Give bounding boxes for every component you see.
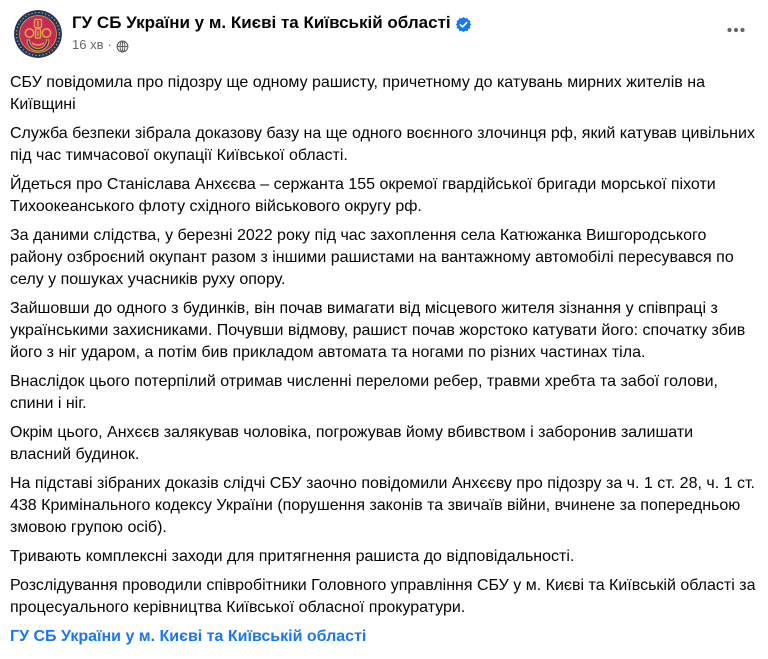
- header-meta: [72, 10, 720, 53]
- post-paragraph: За даними слідства, у березні 2022 року під час захоплення села Катюжанка Вишгородського району озброєний окупант разом з іншими рашистами на вантажному автомобілі пересувався по селу у пошуках учасників руху опору.: [10, 227, 734, 288]
- post-paragraph: Внаслідок цього потерпілий отримав численні переломи ребер, травми хребта та забої голови, спини і ніг.: [10, 373, 718, 412]
- more-options-button[interactable]: [720, 14, 752, 46]
- post-paragraph: На підставі зібраних доказів слідчі СБУ заочно повідомили Анхєєву про підозру за ч. 1 ст. 28, ч. 1 ст. 438 Кримінального кодексу України (порушення законів та звичаїв війни, вчинене за попередньою змовою групою осіб).: [10, 475, 755, 536]
- post-paragraphs: [10, 72, 758, 619]
- post-header: [0, 0, 768, 58]
- post-paragraph: Служба безпеки зібрала доказову базу на ще одного воєнного злочинця рф, який катував цивільних під час тимчасової окупації Київської області.: [10, 125, 755, 164]
- page-name-link[interactable]: ГУ СБ України у м. Києві та Київській області: [72, 13, 451, 32]
- post-body: [0, 58, 768, 648]
- post-paragraph: Окрім цього, Анхєєв залякував чоловіка, погрожував йому вбивством і заборонив залишати власний будинок.: [10, 424, 694, 463]
- ellipsis-menu-icon: [726, 20, 746, 40]
- verified-badge-icon: [456, 17, 471, 32]
- post-paragraph: Тривають комплексні заходи для притягнення рашиста до відповідальності.: [10, 548, 575, 565]
- timestamp-link[interactable]: 16 хв: [72, 37, 104, 52]
- post-meta-row: [72, 37, 720, 53]
- post-paragraph: СБУ повідомила про підозру ще одному рашисту, причетному до катувань мирних жителів на Київщині: [10, 74, 705, 113]
- post-paragraph: Розслідування проводили співробітники Головного управління СБУ у м. Києві та Київській області за процесуального керівництва Київської обласної прокуратури.: [10, 577, 756, 616]
- page-avatar[interactable]: [14, 10, 62, 58]
- page-name-row: [72, 13, 720, 33]
- post-paragraph: Зайшовши до одного з будинків, він почав вимагати від місцевого жителя зізнання у співпраці з українськими захисниками. Почувши відмову, рашист почав жорстоко катувати його: спочатку збив його з ніг ударом, а потім бив прикладом автомата та ногами по різних частинах тіла.: [10, 300, 746, 361]
- post-paragraph: Йдеться про Станіслава Анхєєва – сержанта 155 окремої гвардійської бригади морської піхоти Тихоокеанського флоту східного військового округу рф.: [10, 176, 716, 215]
- page-mention-link[interactable]: ГУ СБ України у м. Києві та Київській області: [10, 628, 367, 645]
- globe-public-icon: [116, 40, 129, 53]
- meta-separator: ·: [107, 37, 112, 52]
